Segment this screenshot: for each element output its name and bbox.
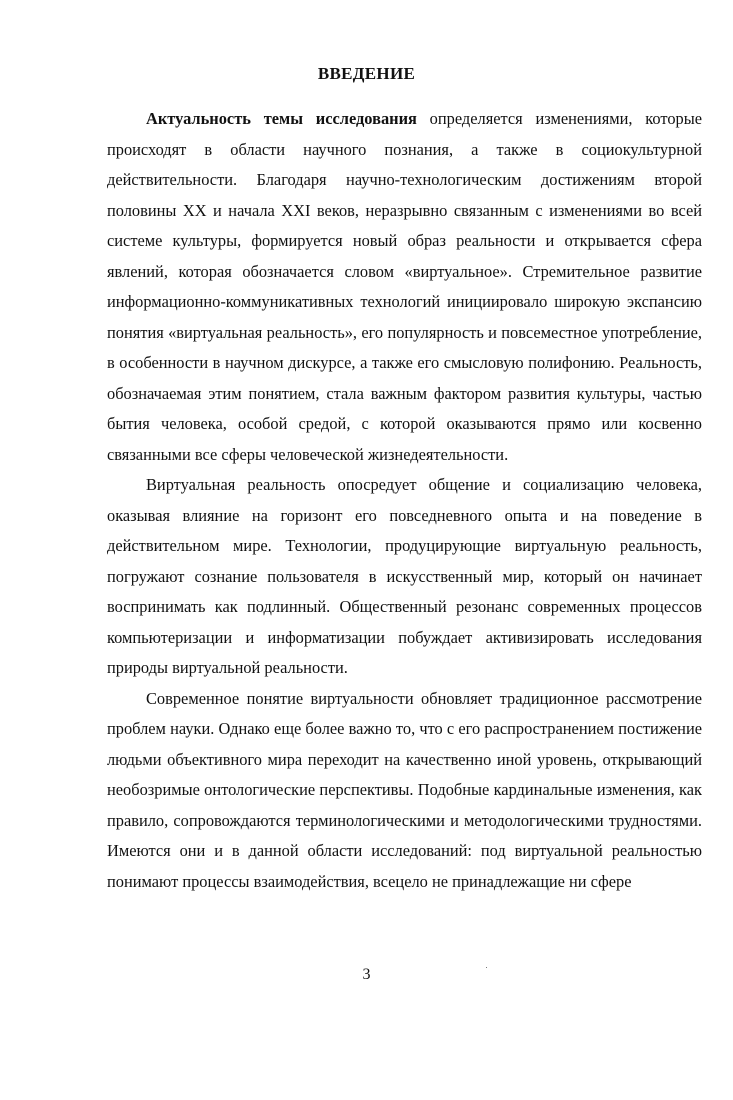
paragraph-2: Виртуальная реальность опосредует общение и социализацию человека, оказывая влияние на горизонт его повседневного опыта и на поведение в действительном мире. Технологии, продуцирующие виртуальную реальность, погружают сознание пользователя в искусственный мир, который он начинает воспринимать как подлинный. Общественный резонанс современных процессов компьютеризации и информатизации побуждает активизировать исследования природы виртуальной реальности. bbox=[107, 475, 702, 677]
page-number: 3 bbox=[362, 966, 371, 983]
body-text bbox=[107, 104, 702, 897]
paragraph-1-lead: Актуальность темы исследования bbox=[146, 109, 417, 128]
page-title: ВВЕДЕНИЕ bbox=[317, 64, 416, 83]
paragraph-1-text: определяется изменениями, которые происходят в области научного познания, а также в социокультурной действительности. Благодаря научно-технологическим достижениям второй половины XX и начала XXI веков, неразрывно связанным с изменениями во всей системе культуры, формируется новый образ реальности и открывается сфера явлений, которая обозначается словом «виртуальное». Стремительное развитие информационно-коммуникативных технологий инициировало широкую экспансию понятия «виртуальная реальность», его популярность и повсеместное употребление, в особенности в научном дискурсе, а также его смысловую полифонию. Реальность, обозначаемая этим понятием, стала важным фактором развития культуры, частью бытия человека, особой средой, с которой оказываются прямо или косвенно связанными все сферы человеческой жизнедеятельности. bbox=[107, 109, 702, 464]
paragraph-1 bbox=[107, 104, 702, 470]
paragraph-3: Современное понятие виртуальности обновляет традиционное рассмотрение проблем науки. Однако еще более важно то, что с его распространением постижение людьми объективного мира переходит на качественно иной уровень, открывающий необозримые онтологические перспективы. Подобные кардинальные изменения, как правило, сопровождаются терминологическими и методологическими трудностями. Имеются они и в данной области исследований: под виртуальной реальностью понимают процессы взаимодействия, всецело не принадлежащие ни сфере bbox=[107, 688, 702, 891]
